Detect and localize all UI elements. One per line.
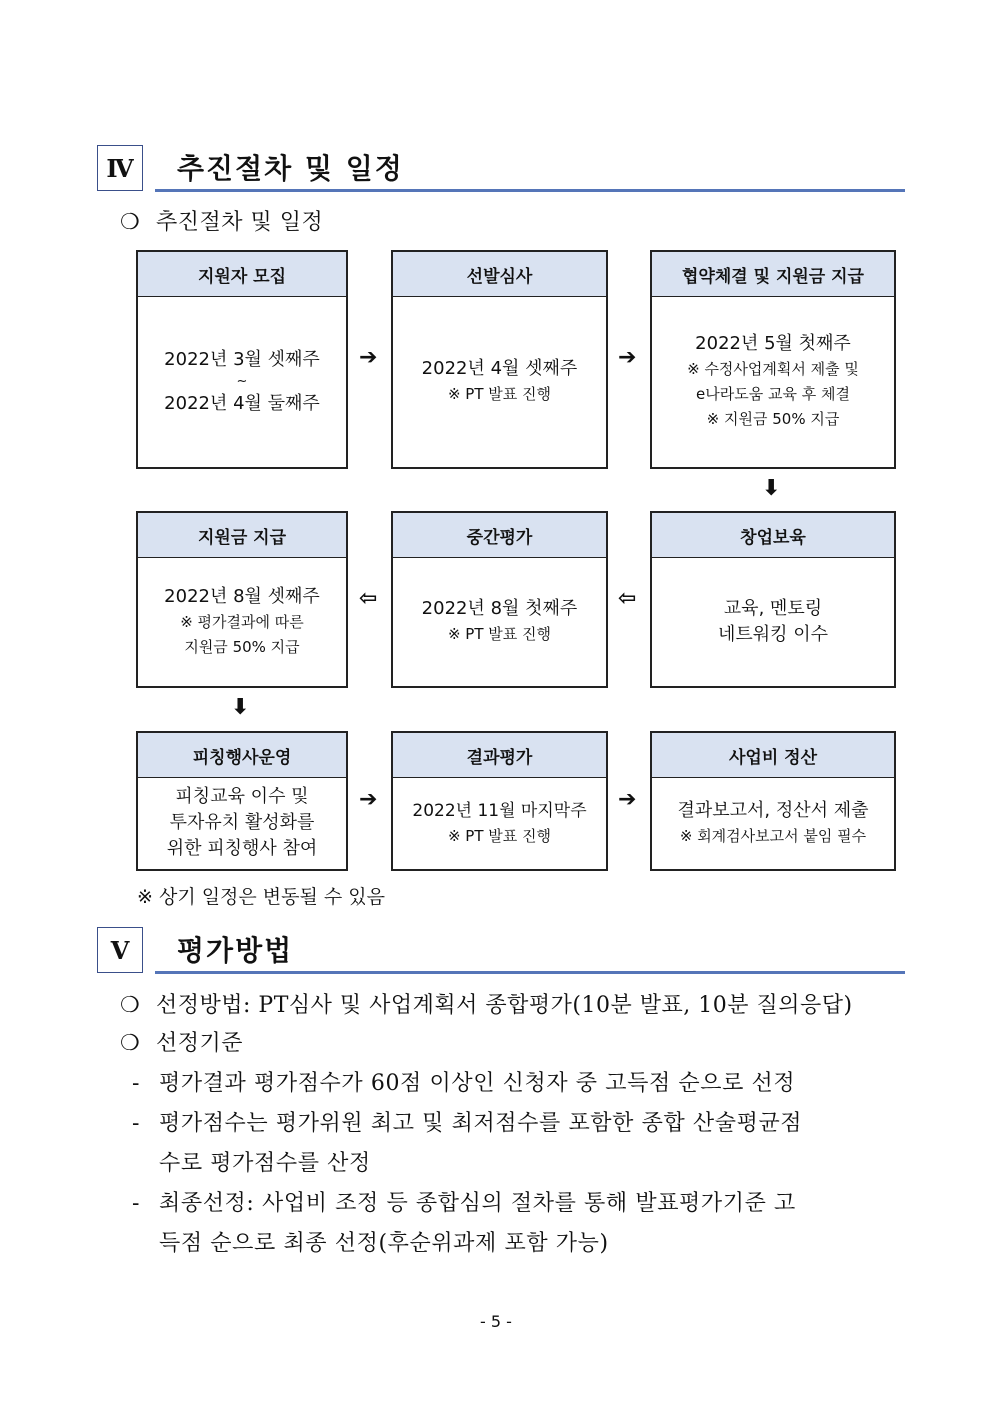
flow-box-line: ※ 회계검사보고서 붙임 필수: [679, 826, 867, 845]
circle-bullet-icon: ❍: [120, 1031, 141, 1056]
flow-box-title: 협약체결 및 지원금 지급: [652, 252, 894, 297]
circle-bullet-icon: ❍: [120, 210, 141, 235]
arrow-left-icon: ⇦: [618, 586, 637, 611]
flow-box-line: 교육, 멘토링: [723, 597, 823, 619]
flow-box-line: ※ PT 발표 진행: [447, 625, 552, 643]
flow-box-line: 2022년 11월 마지막주: [412, 800, 587, 821]
flow-box-agreement-funding: [650, 250, 896, 469]
flow-box-title: 지원금 지급: [138, 513, 346, 558]
flow-box-title: 피칭행사운영: [138, 733, 346, 778]
flow-box-line: ※ 평가결과에 따른: [180, 612, 304, 631]
flow-box-line: ※ PT 발표 진행: [447, 385, 552, 403]
flow-box-line: 투자유치 활성화를: [169, 812, 315, 833]
dash-mark: -: [132, 1191, 141, 1216]
flow-box-second-funding: [136, 511, 348, 688]
flow-box-applicant-recruitment: [136, 250, 348, 469]
flow-box-line: 2022년 5월 첫째주: [695, 333, 851, 354]
flow-box-midterm-evaluation: [391, 511, 608, 688]
flow-box-line: 네트워킹 이수: [717, 623, 829, 645]
flow-box-line: 2022년 3월 셋째주: [164, 348, 320, 370]
dash-text: 최종선정: 사업비 조정 등 종합심의 절차를 통해 발표평가기준 고: [159, 1191, 796, 1216]
flow-box-budget-settlement: [650, 731, 896, 871]
flow-box-selection-review: [391, 250, 608, 469]
flow-box-result-evaluation: [391, 731, 608, 871]
section-rule-5: [155, 971, 905, 974]
dash-item: [132, 1106, 802, 1137]
arrow-right-icon: ➔: [359, 345, 378, 370]
bullet-item: [120, 205, 323, 236]
arrow-right-icon: ➔: [618, 345, 637, 370]
arrow-left-icon: ⇦: [359, 586, 378, 611]
flow-box-line: 위한 피칭행사 참여: [166, 838, 318, 859]
arrow-down-icon: ⬇: [231, 695, 250, 720]
arrow-right-icon: ➔: [618, 787, 637, 812]
flow-box-line: 2022년 8월 셋째주: [164, 585, 320, 607]
dash-item: [132, 1186, 796, 1217]
flow-box-line: 2022년 8월 첫째주: [421, 598, 578, 619]
dash-text: 평가결과 평가점수가 60점 이상인 신청자 중 고득점 순으로 선정: [159, 1071, 796, 1096]
flow-box-title: 결과평가: [393, 733, 606, 778]
flow-box-title: 중간평가: [393, 513, 606, 558]
flow-box-line: ~: [236, 373, 248, 389]
section-number-4: Ⅳ: [97, 145, 143, 191]
section-title-5: 평가방법: [177, 934, 294, 967]
dash-continuation: 수로 평가점수를 산정: [159, 1151, 371, 1176]
arrow-right-icon: ➔: [359, 787, 378, 812]
page-number: - 5 -: [480, 1312, 512, 1331]
bullet-item: [120, 1026, 243, 1057]
flow-box-title: 선발심사: [393, 252, 606, 297]
dash-text: 평가점수는 평가위원 최고 및 최저점수를 포함한 종합 산술평균점: [159, 1111, 803, 1136]
flow-box-pitching-event: [136, 731, 348, 871]
arrow-down-icon: ⬇: [762, 476, 781, 501]
bullet-item: [120, 988, 853, 1019]
flow-box-line: 2022년 4월 셋째주: [421, 358, 578, 379]
flow-box-line: 결과보고서, 정산서 제출: [677, 799, 869, 821]
section-rule-4: [155, 189, 905, 192]
dash-item: [132, 1066, 795, 1097]
flow-box-line: 2022년 4월 둘째주: [164, 392, 320, 414]
flow-box-startup-incubation: [650, 511, 896, 688]
flow-box-line: ※ 수정사업계획서 제출 및: [687, 360, 859, 378]
dash-continuation: 득점 순으로 최종 선정(후순위과제 포함 가능): [159, 1231, 609, 1256]
flow-box-line: ※ 지원금 50% 지급: [706, 410, 840, 428]
section-title-4: 추진절차 및 일정: [177, 152, 404, 185]
flow-box-title: 창업보육: [652, 513, 894, 558]
bullet-text: 선정기준: [156, 1031, 244, 1056]
flow-box-title: 사업비 정산: [652, 733, 894, 778]
flow-box-line: 지원금 50% 지급: [184, 637, 300, 656]
dash-mark: -: [132, 1111, 141, 1136]
section-number-5: Ⅴ: [97, 927, 143, 973]
flow-box-line: ※ PT 발표 진행: [447, 826, 552, 845]
flow-box-line: 피칭교육 이수 및: [175, 786, 309, 807]
flow-box-title: 지원자 모집: [138, 252, 346, 297]
bullet-text: 추진절차 및 일정: [156, 210, 324, 235]
dash-mark: -: [132, 1071, 141, 1096]
schedule-note: ※ 상기 일정은 변동될 수 있음: [137, 886, 386, 908]
flow-box-line: e나라도움 교육 후 체결: [696, 385, 850, 403]
circle-bullet-icon: ❍: [120, 993, 141, 1018]
bullet-text: 선정방법: PT심사 및 사업계획서 종합평가(10분 발표, 10분 질의응답): [156, 993, 853, 1018]
